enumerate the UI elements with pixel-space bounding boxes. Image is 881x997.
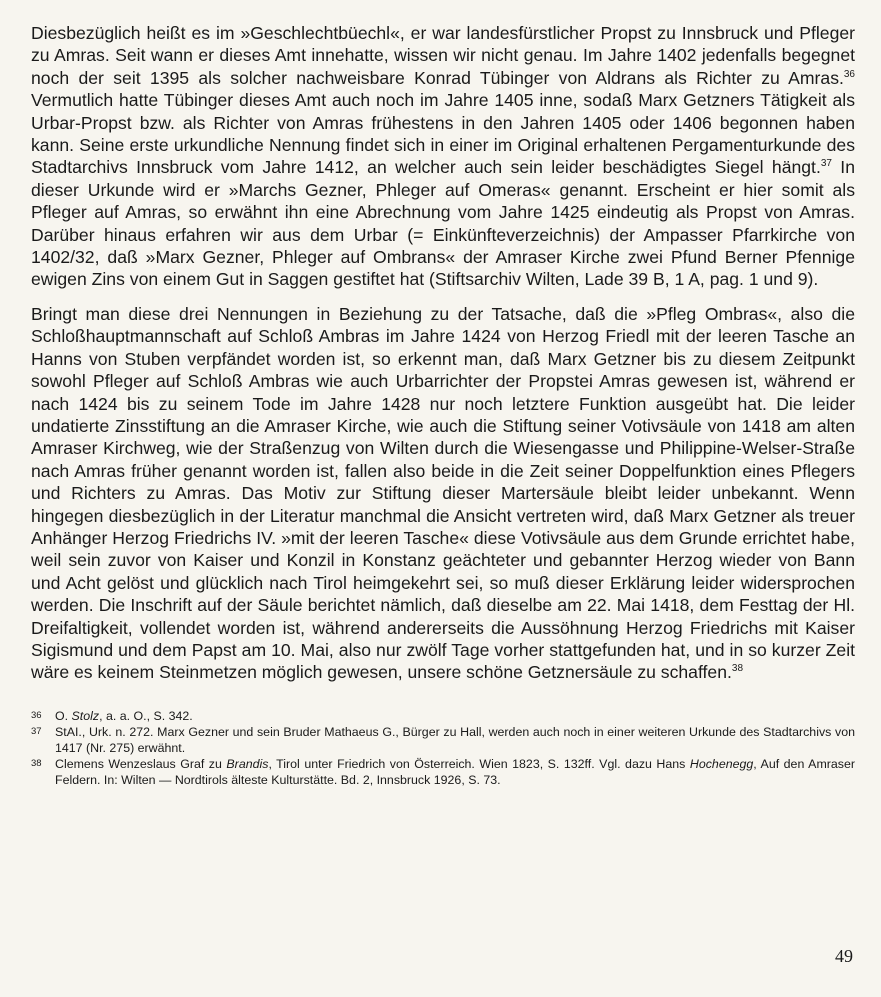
footnote-number: 37 [31, 725, 42, 737]
body-paragraph [31, 22, 855, 291]
text-run: O. [55, 708, 72, 723]
author-name: Hochenegg [689, 756, 754, 771]
footnote-reference: 37 [820, 158, 832, 170]
body-text [31, 22, 855, 684]
author-name: Brandis [226, 756, 269, 771]
footnote-reference: 36 [843, 68, 855, 80]
text-run: , Auf den Amraser Feldern. In: Wilten — Nordtirols älteste Kulturstätte. Bd. 2, Innsbruck 1926, S. 73. [55, 756, 855, 787]
footnote [31, 708, 855, 724]
body-paragraph [31, 303, 855, 684]
footnote-number: 38 [31, 757, 42, 769]
page-number: 49 [835, 946, 853, 966]
text-run: StAI., Urk. n. 272. Marx Gezner und sein Bruder Mathaeus G., Bürger zu Hall, werden auch noch in einer weiteren Urkunde des Stadtarchivs von 1417 (Nr. 275) erwähnt. [55, 724, 855, 755]
footnote [31, 756, 855, 788]
text-run: Bringt man diese drei Nennungen in Beziehung zu der Tatsache, daß die »Pfleg Ombras«, also die Schloßhauptmannschaft auf Schloß Ambras im Jahre 1424 von Herzog Friedl mit der leeren Tasche an Hanns von Stuben verpfändet worden ist, so erkennt man, daß Marx Getzner bis zu diesem Zeitpunkt sowohl Pfleger auf Schloß Ambras wie auch Urbarrichter der Propstei Amras gewesen ist, während er nach 1424 bis zu seinem Tode im Jahre 1428 nur noch letztere Funktion ausgeübt hat. Die leider undatierte Zinsstiftung an die Amraser Kirche, wie auch die Stiftung seiner Votivsäule von 1418 am alten Amraser Kirchweg, wie der Straßenzug von Wilten durch die Wiesengasse und Philippine-Welser-Straße nach Amras früher genannt worden ist, fallen also beide in die Zeit seiner Doppelfunktion eines Pflegers und Richters zu Amras. Das Motiv zur Stiftung dieser Martersäule bleibt leider unbekannt. Wenn hingegen diesbezüglich in der Literatur manchmal die Ansicht vertreten wird, daß Marx Getzner als treuer Anhänger Herzog Friedrichs IV. »mit der leeren Tasche« diese Votivsäule aus dem Grunde errichtet habe, weil sein zuvor von Kaiser und Konzil in Konstanz geächteter und gebannter Herzog wieder von Bann und Acht gelöst und glücklich nach Tirol heimgekehrt sei, so muß dieser Erklärung leider widersprochen werden. Die Inschrift auf der Säule berichtet nämlich, daß dieselbe am 22. Mai 1418, dem Festtag der Hl. Dreifaltigkeit, vollendet worden ist, während andererseits die Aussöhnung Herzog Friedrichs mit Kaiser Sigismund und dem Papst am 10. Mai, also nur zwölf Tage vorher stattgefunden hat, und in so kurzer Zeit wäre es keinem Steinmetzen möglich gewesen, unsere schöne Getznersäule zu schaffen. [31, 303, 855, 683]
text-run: Clemens Wenzeslaus Graf zu [55, 756, 227, 771]
footnote-number: 36 [31, 709, 42, 721]
text-run: , a. a. O., S. 342. [99, 708, 193, 723]
text-run: In dieser Urkunde wird er »Marchs Gezner, Phleger auf Omeras« genannt. Erscheint er hier somit als Pfleger auf Amras, so erwähnt ihn eine Abrechnung vom Jahre 1425 eindeutig als Propst von Amras. Darüber hinaus erfahren wir aus dem Urbar (= Einkünfteverzeichnis) der Ampasser Pfarrkirche von 1402/32, daß »Marx Gezner, Phleger auf Ombrans« der Amraser Kirche zwei Pfund Berner Pfennige ewigen Zins von einem Gut in Saggen gestiftet hat (Stiftsarchiv Wilten, Lade 39 B, 1 A, pag. 1 und 9). [31, 157, 855, 290]
text-run: , Tirol unter Friedrich von Österreich. Wien 1823, S. 132ff. Vgl. dazu Hans [268, 756, 690, 771]
text-run: Vermutlich hatte Tübinger dieses Amt auch noch im Jahre 1405 inne, sodaß Marx Getzners Tätigkeit als Urbar-Propst bzw. als Richter von Amras frühestens in den Jahren 1405 oder 1406 begonnen haben kann. Seine erste urkundliche Nennung findet sich in einer im Original erhaltenen Pergamenturkunde des Stadtarchivs Innsbruck vom Jahre 1412, an welcher auch sein leider beschädigtes Siegel hängt. [31, 90, 855, 178]
footnote [31, 724, 855, 756]
author-name: Stolz [71, 708, 100, 723]
footnote-reference: 38 [731, 663, 744, 675]
text-run: Diesbezüglich heißt es im »Geschlechtbüechl«, er war landesfürstlicher Propst zu Innsbruck und Pfleger zu Amras. Seit wann er dieses Amt innehatte, wissen wir nicht genau. Im Jahre 1402 jedenfalls begegnet noch der seit 1395 als solcher nachweisbare Konrad Tübinger von Aldrans als Richter zu Amras. [31, 23, 855, 88]
footnotes [31, 708, 855, 788]
